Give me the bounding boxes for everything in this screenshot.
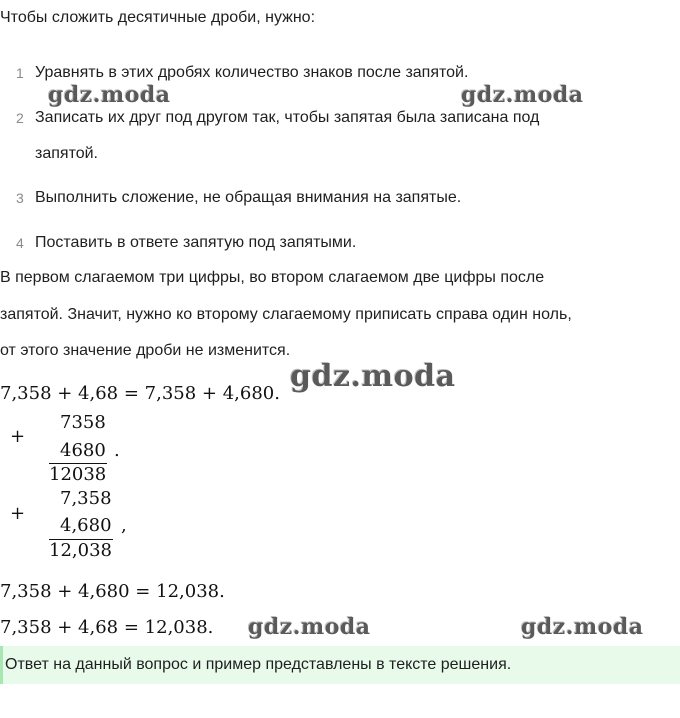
sum: 12,038 xyxy=(49,540,112,561)
answer-text: Ответ на данный вопрос и пример представлены в тексте решения. xyxy=(5,656,512,673)
explanation-line: от этого значение дроби не изменится. xyxy=(0,342,291,359)
intro-text: Чтобы сложить десятичные дроби, нужно: xyxy=(0,9,316,26)
step-text: Уравнять в этих дробях количество знаков после запятой. xyxy=(35,64,469,81)
watermark: gdz.moda xyxy=(48,82,171,108)
step-number: 1 xyxy=(16,65,24,81)
step-number: 4 xyxy=(16,235,24,251)
plus-sign: + xyxy=(10,426,26,447)
answer-box xyxy=(0,646,680,684)
watermark: gdz.moda xyxy=(290,359,456,394)
step-text: Поставить в ответе запятую под запятыми. xyxy=(35,234,357,251)
addend-1: 7,358 xyxy=(60,488,112,509)
plus-sign: + xyxy=(10,503,26,524)
step-number: 3 xyxy=(16,190,24,206)
equation-2: 7,358 + 4,680 = 12,038. xyxy=(0,581,225,602)
watermark: gdz.moda xyxy=(521,614,644,640)
explanation-line: В первом слагаемом три цифры, во втором слагаемом две цифры после xyxy=(0,269,545,286)
explanation-line: запятой. Значит, нужно ко второму слагаемому приписать справа один ноль, xyxy=(0,306,572,323)
equation-3: 7,358 + 4,68 = 12,038. xyxy=(0,617,214,638)
addend-2: 4,680 xyxy=(60,515,112,536)
sum: 12038 xyxy=(49,464,107,485)
watermark: gdz.moda xyxy=(248,614,371,640)
step-text-continued: запятой. xyxy=(35,145,98,162)
step-text: Выполнить сложение, не обращая внимания на запятые. xyxy=(35,189,462,206)
step-number: 2 xyxy=(16,110,24,126)
addend-1: 7358 xyxy=(60,412,106,433)
trailing-punctuation: , xyxy=(121,515,127,536)
step-text: Записать их друг под другом так, чтобы запятая была записана под xyxy=(35,109,540,126)
trailing-punctuation: . xyxy=(114,440,120,461)
equation-1: 7,358 + 4,68 = 7,358 + 4,680. xyxy=(0,383,280,404)
watermark: gdz.moda xyxy=(461,82,584,108)
addend-2: 4680 xyxy=(60,440,106,461)
